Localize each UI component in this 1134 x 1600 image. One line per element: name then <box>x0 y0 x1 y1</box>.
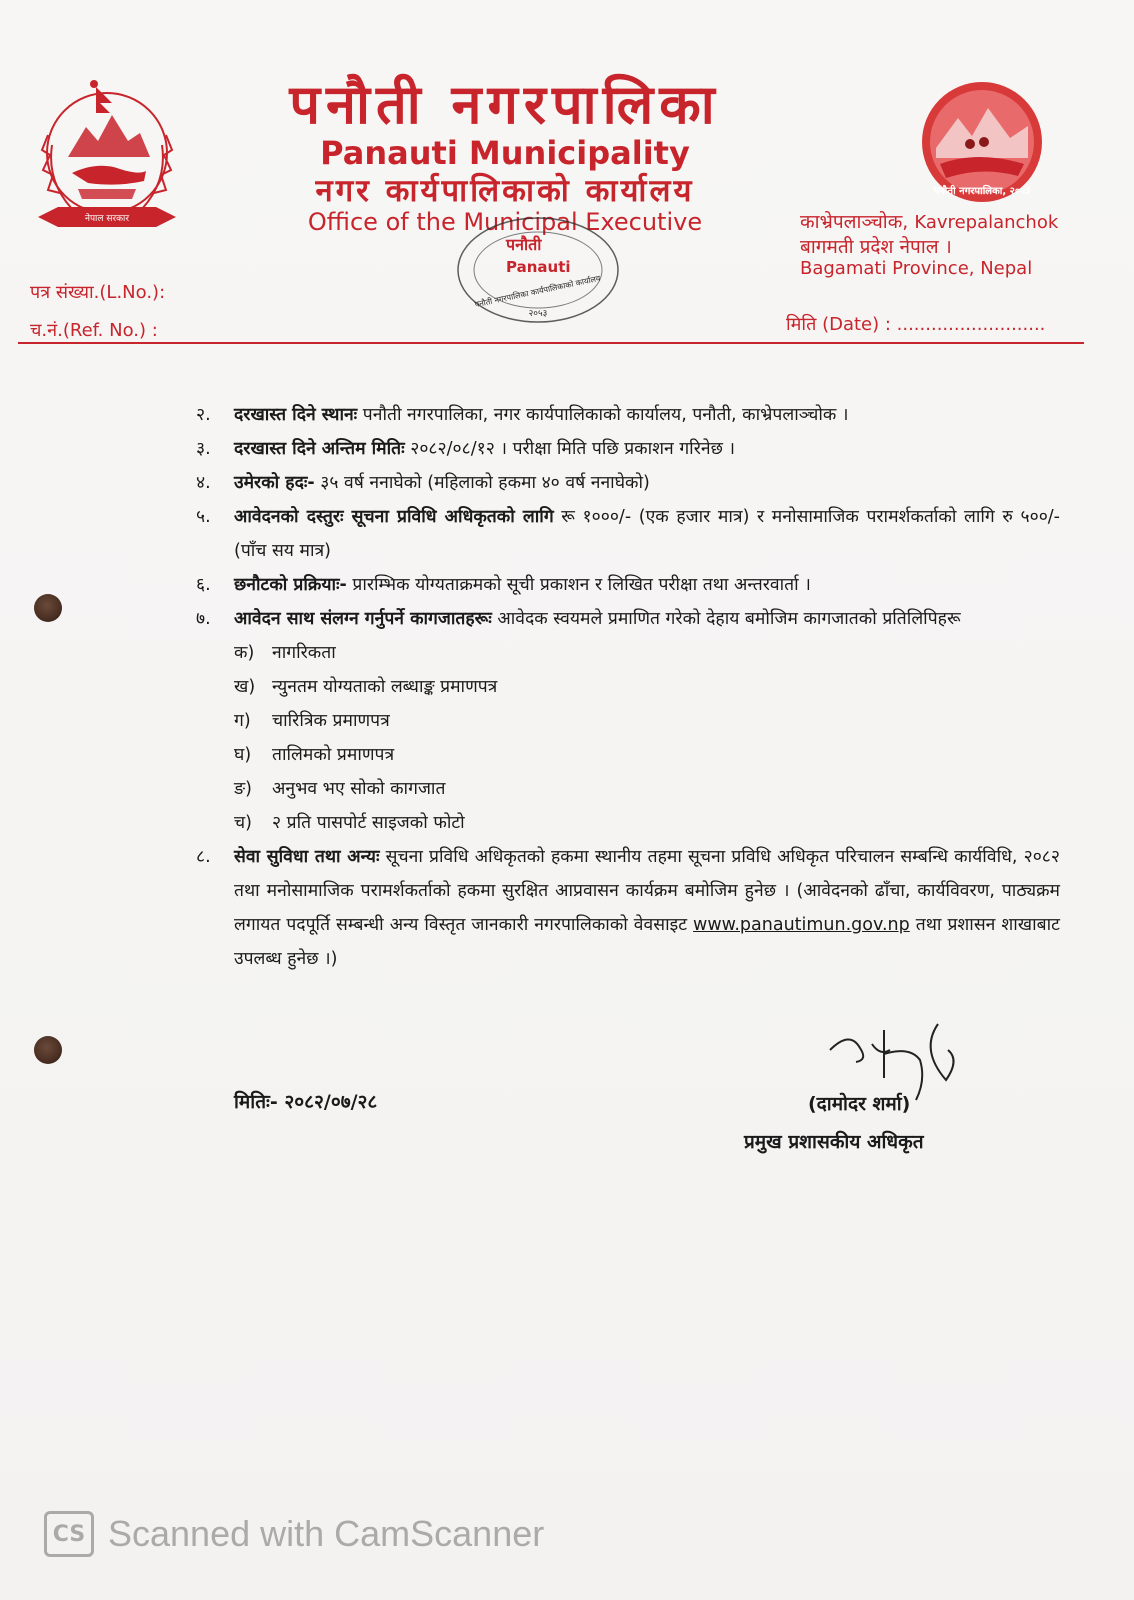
address-district-en: Kavrepalanchok <box>914 212 1059 233</box>
document-item: ख) न्युनतम योग्यताको लब्धाङ्क प्रमाणपत्र <box>234 677 498 697</box>
office-title-np: नगर कार्यपालिकाको कार्यालय <box>315 173 695 209</box>
nepal-emblem-icon <box>28 75 186 235</box>
signatory-name: (दामोदर शर्मा) <box>808 1093 911 1115</box>
header-divider <box>18 342 1084 344</box>
address-line-3: Bagamati Province, Nepal <box>800 258 1033 279</box>
document-item: घ) तालिमको प्रमाणपत्र <box>234 745 395 765</box>
municipality-title-np: पनौती नगरपालिका <box>289 73 721 136</box>
notice-date: मितिः- २०८२/०७/२८ <box>234 1091 378 1113</box>
stamp-line-2: Panauti <box>506 258 571 276</box>
municipality-logo-icon <box>918 78 1046 206</box>
document-item: च) २ प्रति पासपोर्ट साइजको फोटो <box>234 813 465 833</box>
document-item: ग) चारित्रिक प्रमाणपत्र <box>234 711 390 731</box>
website-link[interactable]: www.panautimun.gov.np <box>693 915 910 935</box>
stamp-line-1: पनौती <box>506 235 542 254</box>
address-district-np: काभ्रेपलाञ्चोक, <box>800 211 909 233</box>
letter-number-label: पत्र संख्या.(L.No.): <box>30 282 166 303</box>
document-item: ङ) अनुभव भए सोको कागजात <box>234 779 446 799</box>
address-line-2: बागमती प्रदेश नेपाल । <box>800 236 952 258</box>
office-title-en: Office of the Municipal Executive <box>307 208 703 236</box>
stamp-ring-text: पनौती नगरपालिका कार्यपालिकाको कार्यालय <box>473 273 602 310</box>
notice-body <box>196 398 1060 976</box>
list-item: ४. उमेरको हदः- ३५ वर्ष ननाघेको (महिलाको हकमा ४० वर्ष ननाघेको) <box>196 473 650 493</box>
list-item: ७. आवेदन साथ संलग्न गर्नुपर्ने कागजातहरूः आवेदक स्वयमले प्रमाणित गरेको देहाय बमोजिम कागजातको प्रतिलिपिहरू <box>196 609 961 629</box>
municipality-title-en: Panauti Municipality <box>320 134 690 172</box>
office-stamp-icon <box>450 212 626 330</box>
signatory-title: प्रमुख प्रशासकीय अधिकृत <box>744 1131 924 1153</box>
logo-caption: पनौती नगरपालिका, २०५३ <box>933 186 1031 197</box>
stamp-year: २०५३ <box>528 309 548 319</box>
list-item: ३. दरखास्त दिने अन्तिम मितिः २०८२/०८/१२ । परीक्षा मिति पछि प्रकाशन गरिनेछ । <box>196 439 736 459</box>
punch-hole <box>34 1036 62 1064</box>
address-line-1 <box>800 208 1058 234</box>
camscanner-icon: CS <box>44 1511 94 1557</box>
list-item: ६. छनौटको प्रक्रियाः- प्रारम्भिक योग्यताक्रमको सूची प्रकाशन र लिखित परीक्षा तथा अन्तरवार्ता । <box>196 575 811 595</box>
reference-number-label: च.नं.(Ref. No.) : <box>30 320 158 341</box>
camscanner-text: Scanned with CamScanner <box>108 1513 545 1554</box>
header-date-label: मिति (Date) : .......................... <box>786 314 1046 335</box>
list-item: ५. आवेदनको दस्तुरः सूचना प्रविधि अधिकृतको लागि रू १०००/- (एक हजार मात्र) र मनोसामाजिक परामर्शकर्ताको लागि रु ५००/- (पाँच सय मात्र) <box>196 507 1061 561</box>
list-item: २. दरखास्त दिने स्थानः पनौती नगरपालिका, नगर कार्यपालिकाको कार्यालय, पनौती, काभ्रेपलाञ्चोक । <box>196 405 849 425</box>
list-item: ८. सेवा सुविधा तथा अन्यः सूचना प्रविधि अधिकृतको हकमा स्थानीय तहमा सूचना प्रविधि अधिकृत परिचालन सम्बन्धि कार्यविधि, २०८२ तथा मनोसामाजिक परामर्शकर्ताको हकमा सुरक्षित आप्रवासन कार्यक्रम बमोजिम हुनेछ । (आवेदनको ढाँचा, कार्यविवरण, पाठ्यक्रम लगायत पदपूर्ति सम्बन्धी अन्य विस्तृत जानकारी नगरपालिकाको वेवसाइट www.panautimun.gov.np तथा प्रशासन शाखाबाट उपलब्ध हुनेछ ।) <box>196 847 1060 969</box>
emblem-caption: नेपाल सरकार <box>84 214 130 224</box>
document-item: क) नागरिकता <box>234 643 336 663</box>
punch-hole <box>34 594 62 622</box>
camscanner-watermark <box>44 1508 544 1560</box>
